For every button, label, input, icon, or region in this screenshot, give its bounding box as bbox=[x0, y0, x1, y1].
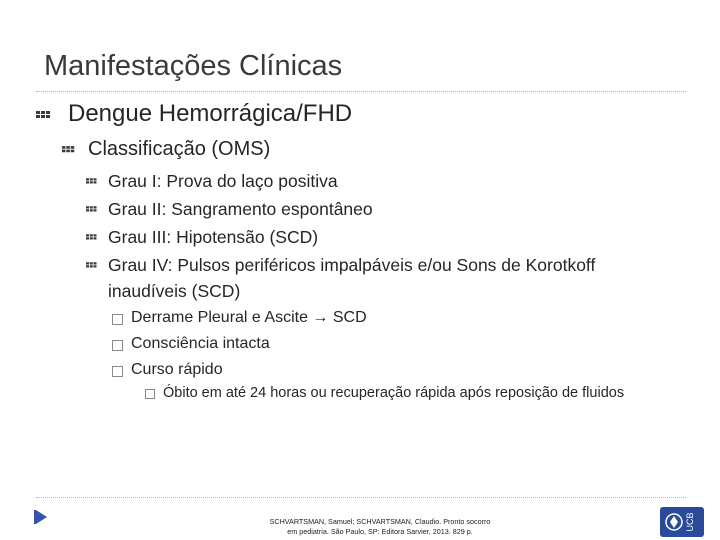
grade-text: : Sangramento espontâneo bbox=[161, 199, 373, 219]
ucb-logo bbox=[660, 507, 704, 537]
grade-item-2 bbox=[108, 199, 373, 220]
grade-item-4 bbox=[108, 255, 595, 276]
sub-item-consciencia: Consciência intacta bbox=[131, 335, 270, 352]
dingbat-bullet-icon bbox=[86, 178, 98, 186]
grade-label: Grau II bbox=[108, 199, 162, 219]
checkbox-bullet-icon bbox=[112, 314, 123, 325]
grade-label: Grau III bbox=[108, 227, 167, 247]
grade-label: Grau I bbox=[108, 171, 157, 191]
title-divider bbox=[36, 91, 686, 92]
footer-line-1: SCHVARTSMAN, Samuel; SCHVARTSMAN, Claudio. Pronto socorro bbox=[269, 517, 491, 526]
dingbat-bullet-icon bbox=[86, 234, 98, 242]
footer-line-2: em pediatria. São Paulo, SP: Editora Sarvier, 2013. 829 p. bbox=[287, 527, 473, 536]
dingbat-bullet-icon bbox=[62, 146, 76, 155]
grade-label: Grau IV bbox=[108, 255, 168, 275]
dingbat-bullet-icon bbox=[86, 206, 98, 214]
grade-text: : Hipotensão (SCD) bbox=[166, 227, 319, 247]
checkbox-bullet-icon bbox=[145, 389, 155, 399]
checkbox-bullet-icon bbox=[112, 340, 123, 351]
sub-item-derrame: Derrame Pleural e Ascite → SCD bbox=[131, 309, 367, 326]
bullet-dengue-hemorragica: Dengue Hemorrágica/FHD bbox=[68, 100, 353, 127]
grade-item-3 bbox=[108, 227, 318, 248]
sub-item-curso: Curso rápido bbox=[131, 361, 223, 378]
logo-text: UCB bbox=[685, 512, 695, 532]
grade-text: : Prova do laço positiva bbox=[156, 171, 338, 191]
dingbat-bullet-icon bbox=[86, 262, 98, 270]
footer-divider bbox=[36, 497, 686, 498]
dingbat-bullet-icon bbox=[36, 111, 52, 121]
footer-reference bbox=[250, 517, 510, 537]
grade-item-4-continuation: inaudíveis (SCD) bbox=[108, 281, 241, 301]
sub-sub-item-obito: Óbito em até 24 horas ou recuperação rápida após reposição de fluidos bbox=[163, 385, 625, 401]
grade-item-1 bbox=[108, 171, 338, 192]
grade-text: : Pulsos periféricos impalpáveis e/ou Sons de Korotkoff bbox=[167, 255, 596, 275]
slide-title: Manifestações Clínicas bbox=[44, 50, 343, 82]
bullet-classificacao: Classificação (OMS) bbox=[88, 138, 271, 160]
navigation-arrow-icon[interactable] bbox=[34, 509, 48, 525]
checkbox-bullet-icon bbox=[112, 366, 123, 377]
